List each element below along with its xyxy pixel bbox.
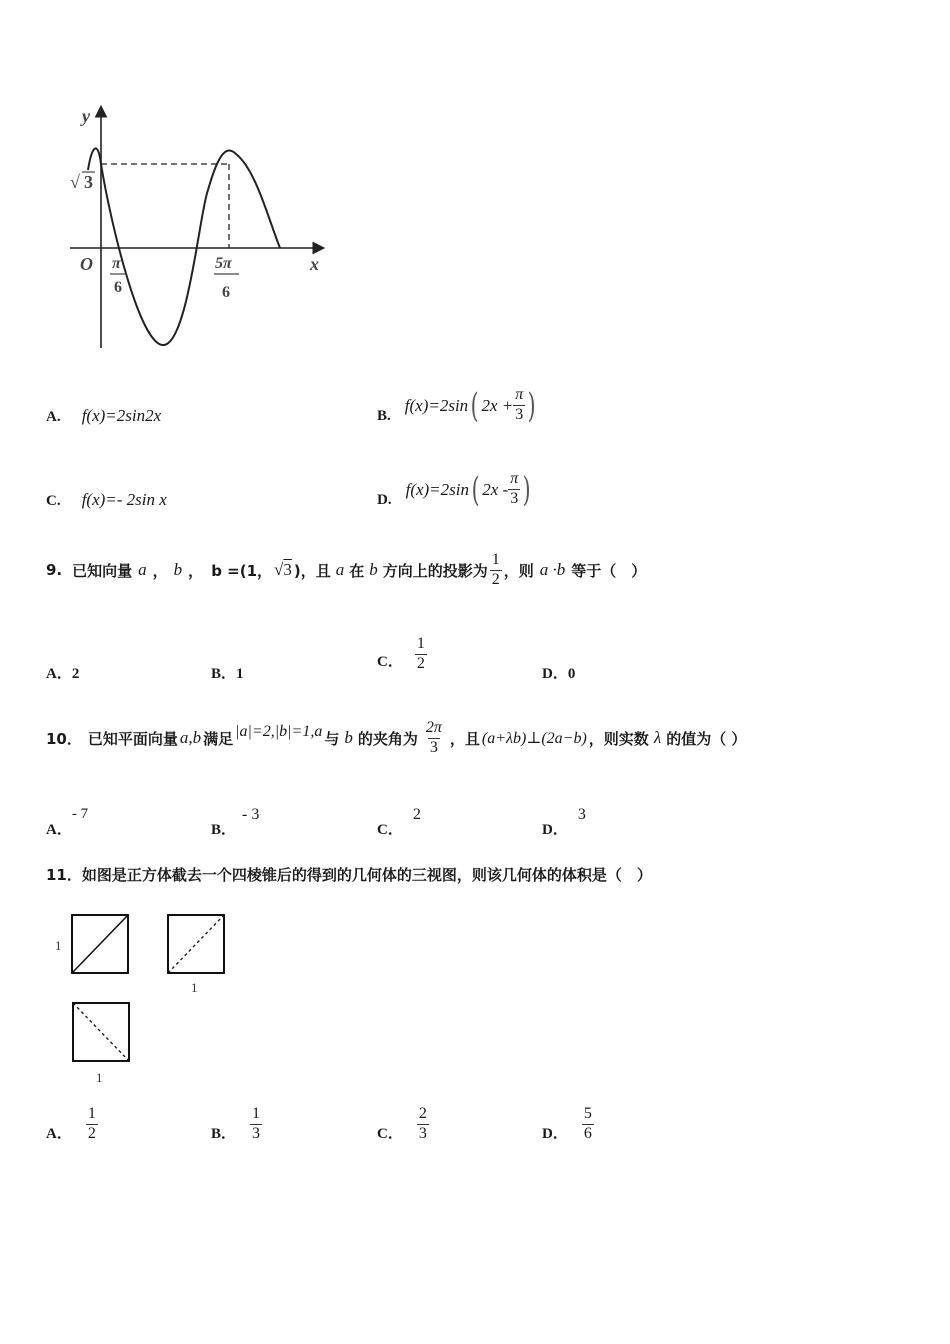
q9-option-a[interactable]: [46, 662, 79, 683]
option-label: B．: [211, 822, 237, 838]
q10-text-4: 的夹角为: [357, 729, 418, 748]
side-view-hidden-edge: [168, 915, 224, 973]
option-prefix: f(x)=2sin: [405, 479, 469, 499]
option-label: A．: [46, 666, 72, 682]
option-label: C．: [377, 653, 403, 670]
option-label: B.: [377, 408, 391, 424]
q10-text-7: 的值为（ ）: [666, 729, 747, 748]
right-paren: ): [527, 385, 536, 426]
vector-a: a: [138, 560, 147, 580]
perpendicular-condition: (a+λb)⊥(2a−b): [481, 730, 587, 748]
q9-text-5: ，则: [503, 561, 534, 580]
three-views-diagram: [50, 910, 240, 1090]
q9-text-4: 方向上的投影为: [382, 561, 488, 580]
q10-text-6: ，则实数: [588, 729, 649, 748]
option-value: 0: [567, 666, 576, 682]
dim-label-side: 1: [191, 980, 198, 995]
left-paren: (: [471, 469, 480, 510]
option-prefix: f(x)=2sin: [404, 395, 469, 415]
vector-b-value: b =(1，: [211, 561, 273, 580]
vectors-ab: a,b: [179, 728, 202, 748]
q9-text-3: 在: [349, 561, 365, 580]
q9-option-b[interactable]: [211, 662, 244, 683]
tick2-num: 5π: [215, 255, 232, 272]
q9-text-6: 等于（ ）: [571, 561, 647, 580]
magnitude-condition: |a|=2,|b|=1,a: [235, 723, 323, 741]
option-fraction: $\frac{1}{2}$: [87, 1105, 96, 1142]
option-fraction: $\frac{5}{6}$: [583, 1105, 592, 1142]
q8-option-a[interactable]: [46, 406, 161, 426]
q10-option-b[interactable]: [211, 806, 259, 839]
option-value: - 7: [71, 806, 89, 822]
q11-option-a[interactable]: [46, 1106, 98, 1143]
q10-text-2: 满足: [203, 729, 234, 748]
question-number: 10．: [46, 729, 82, 748]
q11-option-c[interactable]: [377, 1106, 429, 1143]
q10-text-1: 已知平面向量: [87, 729, 178, 748]
pi-over-3: $\frac{\pi}{3}$: [510, 470, 519, 507]
option-label: A．: [46, 822, 72, 838]
x-axis-label: x: [310, 254, 319, 274]
q10-stem: [46, 720, 746, 757]
option-inner: 2x +: [481, 395, 514, 415]
sine-graph: [60, 100, 340, 355]
dot-product: a ·b: [539, 560, 566, 580]
option-label: C．: [377, 1126, 403, 1142]
question-number: 11．: [46, 866, 82, 884]
angle-fraction: $\frac{2\pi}{3}$: [425, 719, 442, 756]
option-label: A.: [46, 409, 61, 425]
q11-text: 如图是正方体截去一个四棱锥后的得到的几何体的三视图，则该几何体的体积是（ ）: [81, 866, 652, 884]
q10-text-5: ，且: [449, 729, 480, 748]
option-value: 3: [577, 806, 586, 823]
option-value: - 3: [242, 806, 260, 823]
option-expr: f(x)=2sin2x: [81, 406, 162, 425]
option-label: B．: [211, 666, 237, 682]
option-inner: 2x -: [482, 479, 509, 499]
dim-label-top: 1: [96, 1070, 103, 1085]
option-label: D．: [542, 822, 568, 838]
tick2-den: 6: [222, 284, 230, 301]
q10-option-d[interactable]: [542, 806, 586, 839]
q11-option-d[interactable]: [542, 1106, 594, 1143]
option-label: C.: [46, 493, 61, 509]
option-value: 2: [412, 806, 421, 823]
option-label: C．: [377, 822, 403, 838]
q10-option-c[interactable]: [377, 806, 421, 839]
y-axis-label: y: [82, 106, 90, 126]
option-label: B．: [211, 1126, 237, 1142]
option-value: 2: [71, 666, 80, 682]
option-value: 1: [236, 666, 244, 682]
tick1-den: 6: [114, 279, 122, 296]
option-fraction: $\frac{1}{2}$: [416, 635, 425, 672]
option-label: D.: [377, 492, 392, 508]
origin-label: O: [80, 254, 93, 274]
q8-option-c[interactable]: [46, 490, 167, 510]
left-paren: (: [470, 385, 479, 426]
projection-fraction: $\frac{1}{2}$: [491, 551, 500, 588]
vector-b: b: [173, 560, 183, 580]
option-fraction: $\frac{2}{3}$: [418, 1105, 427, 1142]
q8-option-d[interactable]: [377, 470, 534, 509]
option-expr: f(x)=- 2sin x: [81, 490, 167, 509]
question-number: 9.: [46, 561, 63, 580]
lambda-symbol: λ: [653, 728, 662, 748]
sqrt3-value: 3: [84, 172, 93, 192]
q9-option-d[interactable]: [542, 662, 575, 683]
q9-text-1: 已知向量: [72, 561, 133, 580]
option-label: D．: [542, 666, 568, 682]
vector-b: b: [344, 728, 353, 748]
right-paren: ): [522, 469, 531, 510]
top-view-hidden-edge: [73, 1003, 129, 1061]
sine-curve: [88, 148, 280, 345]
sqrt-3: √3: [274, 560, 292, 580]
pi-over-3: $\frac{\pi}{3}$: [515, 386, 524, 423]
sqrt-symbol: √: [70, 172, 80, 192]
option-label: D．: [542, 1126, 568, 1142]
q11-option-b[interactable]: [211, 1106, 262, 1143]
q9-text-2: )，且: [293, 561, 331, 580]
front-view-diagonal: [72, 915, 128, 973]
q11-stem: [46, 864, 652, 885]
vector-a: a: [335, 560, 345, 580]
vector-b: b: [369, 560, 378, 580]
q10-text-3: 与: [324, 729, 340, 748]
q10-option-a[interactable]: [46, 806, 88, 839]
option-label: A．: [46, 1126, 72, 1142]
option-fraction: $\frac{1}{3}$: [252, 1105, 261, 1142]
tick1-num: π: [112, 255, 121, 272]
q8-option-b[interactable]: [377, 386, 539, 425]
q9-option-c[interactable]: [377, 636, 427, 673]
dim-label-front: 1: [55, 938, 62, 953]
q9-stem: 9. 已知向量 a ， b ， b =(1， √3 )，且 a 在 b 方向上的投影为 $\frac{1}{2}$ ，则 a ·b 等于（ ）: [46, 551, 647, 588]
